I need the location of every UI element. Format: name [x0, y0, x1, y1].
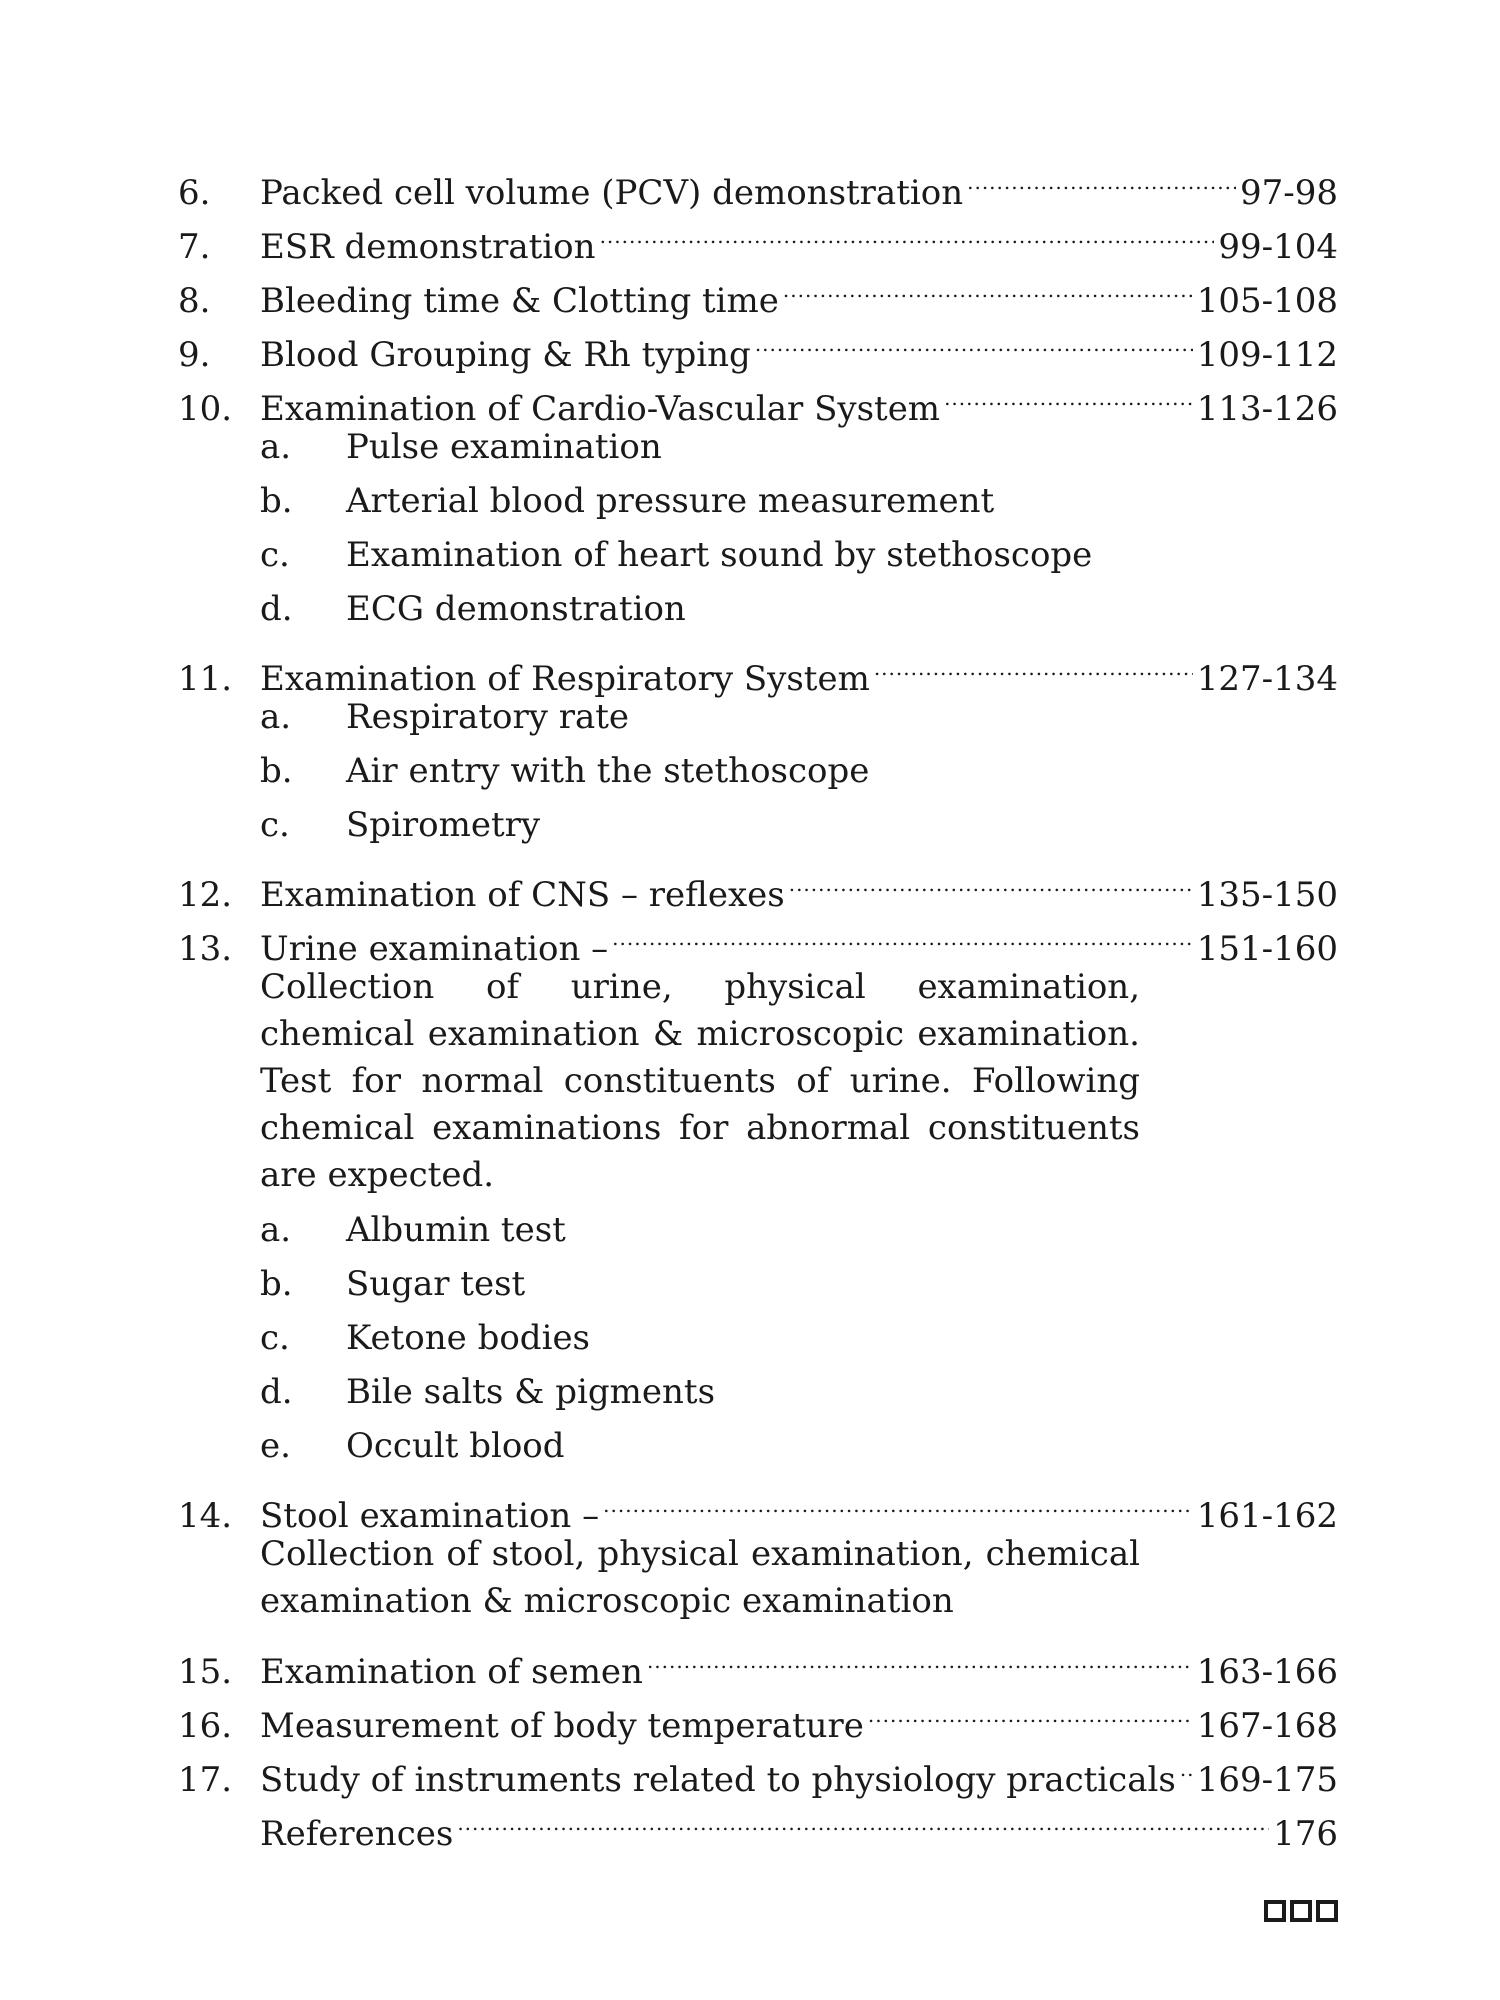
dot-leader: [647, 1629, 1193, 1683]
entry-number: 17.: [178, 1760, 233, 1800]
toc-entry: [178, 636, 1338, 699]
entry-number: 8.: [178, 281, 211, 321]
dot-leader: [874, 636, 1193, 690]
dot-leader: [457, 1791, 1269, 1845]
dot-leader: [868, 1683, 1193, 1737]
entry-title: References: [260, 1814, 454, 1854]
dot-leader: [600, 204, 1215, 258]
toc-entry: [178, 1629, 1338, 1692]
entry-description: Collection of stool, physical examination, chemical examination & microscopic examination: [260, 1534, 1140, 1621]
dot-leader: [944, 366, 1193, 420]
square-icon: [1264, 1900, 1286, 1922]
entry-pages: 167-168: [1196, 1706, 1338, 1746]
entry-number: 9.: [178, 335, 211, 375]
subitem-letter: a.: [260, 1210, 292, 1250]
entry-title: ESR demonstration: [260, 227, 596, 267]
dot-leader: [1180, 1737, 1193, 1791]
dot-leader: [783, 258, 1193, 312]
entry-number: 16.: [178, 1706, 233, 1746]
entry-title: Bleeding time & Clotting time: [260, 281, 779, 321]
subitem-text: Air entry with the stethoscope: [346, 751, 870, 791]
dot-leader: [612, 906, 1193, 960]
entry-number: 13.: [178, 929, 233, 969]
entry-pages: 176: [1273, 1814, 1338, 1854]
dot-leader: [789, 852, 1193, 906]
subitem-letter: c.: [260, 535, 290, 575]
entry-number: 15.: [178, 1652, 233, 1692]
subitem-letter: d.: [260, 1372, 293, 1412]
square-icon: [1316, 1900, 1338, 1922]
entry-title: Stool examination –: [260, 1496, 600, 1536]
entry-description: Collection of urine, physical examination, chemical examination & microscopic examination. Test for normal constituents of urine. Following chemical examinations for abnormal constituents are expected.: [260, 967, 1140, 1195]
entry-title: Packed cell volume (PCV) demonstration: [260, 173, 964, 213]
subitem-text: Ketone bodies: [346, 1318, 591, 1358]
subitem-text: Occult blood: [346, 1426, 565, 1466]
entry-pages: 109-112: [1196, 335, 1338, 375]
entry-pages: 127-134: [1196, 659, 1338, 699]
entry-title: Examination of CNS – reflexes: [260, 875, 785, 915]
entry-number: 10.: [178, 389, 233, 429]
subitem-text: ECG demonstration: [346, 589, 686, 629]
toc-subitem: [178, 1311, 1338, 1365]
dot-leader: [755, 312, 1193, 366]
subitem-text: Sugar test: [346, 1264, 526, 1304]
entry-pages: 113-126: [1196, 389, 1338, 429]
subitem-letter: b.: [260, 751, 293, 791]
toc-subitem: [178, 1257, 1338, 1311]
toc-subitem: [178, 1419, 1338, 1473]
toc-subitem: [178, 528, 1338, 582]
entry-title: Urine examination –: [260, 929, 609, 969]
toc-entry: [178, 852, 1338, 915]
subitem-text: Spirometry: [346, 805, 541, 845]
entry-pages: 163-166: [1196, 1652, 1338, 1692]
entry-number: 6.: [178, 173, 211, 213]
entry-number: 7.: [178, 227, 211, 267]
entry-title: Blood Grouping & Rh typing: [260, 335, 751, 375]
entry-pages: 99-104: [1218, 227, 1338, 267]
toc-subitem: [178, 1203, 1338, 1257]
toc-entry: [178, 150, 1338, 213]
toc-subitem: [178, 1365, 1338, 1419]
entry-title: Study of instruments related to physiology practicals: [260, 1760, 1176, 1800]
entry-pages: 151-160: [1196, 929, 1338, 969]
toc-entry: [178, 1473, 1338, 1536]
entry-pages: 97-98: [1239, 173, 1338, 213]
subitem-letter: b.: [260, 481, 293, 521]
toc-subitem: [178, 798, 1338, 852]
subitem-text: Respiratory rate: [346, 697, 630, 737]
subitem-letter: a.: [260, 697, 292, 737]
entry-number: 12.: [178, 875, 233, 915]
entry-number: 11.: [178, 659, 233, 699]
entry-title: Measurement of body temperature: [260, 1706, 864, 1746]
subitem-text: Pulse examination: [346, 427, 662, 467]
subitem-text: Bile salts & pigments: [346, 1372, 716, 1412]
toc-subitem: [178, 474, 1338, 528]
subitem-letter: c.: [260, 1318, 290, 1358]
toc-subitem: [178, 582, 1338, 636]
entry-pages: 161-162: [1196, 1496, 1338, 1536]
end-of-section-mark: [1264, 1900, 1338, 1922]
subitem-letter: e.: [260, 1426, 291, 1466]
subitem-text: Arterial blood pressure measurement: [346, 481, 995, 521]
subitem-letter: d.: [260, 589, 293, 629]
entry-pages: 105-108: [1196, 281, 1338, 321]
entry-title: Examination of Cardio-Vascular System: [260, 389, 941, 429]
subitem-letter: c.: [260, 805, 290, 845]
dot-leader: [967, 150, 1236, 204]
entry-title: Examination of Respiratory System: [260, 659, 870, 699]
square-icon: [1290, 1900, 1312, 1922]
entry-title: Examination of semen: [260, 1652, 643, 1692]
table-of-contents: [178, 150, 1338, 1854]
toc-subitem: [178, 744, 1338, 798]
entry-number: 14.: [178, 1496, 233, 1536]
subitem-text: Albumin test: [346, 1210, 566, 1250]
subitem-text: Examination of heart sound by stethoscope: [346, 535, 1093, 575]
subitem-letter: a.: [260, 427, 292, 467]
entry-pages: 169-175: [1196, 1760, 1338, 1800]
subitem-letter: b.: [260, 1264, 293, 1304]
entry-pages: 135-150: [1196, 875, 1338, 915]
dot-leader: [603, 1473, 1193, 1527]
